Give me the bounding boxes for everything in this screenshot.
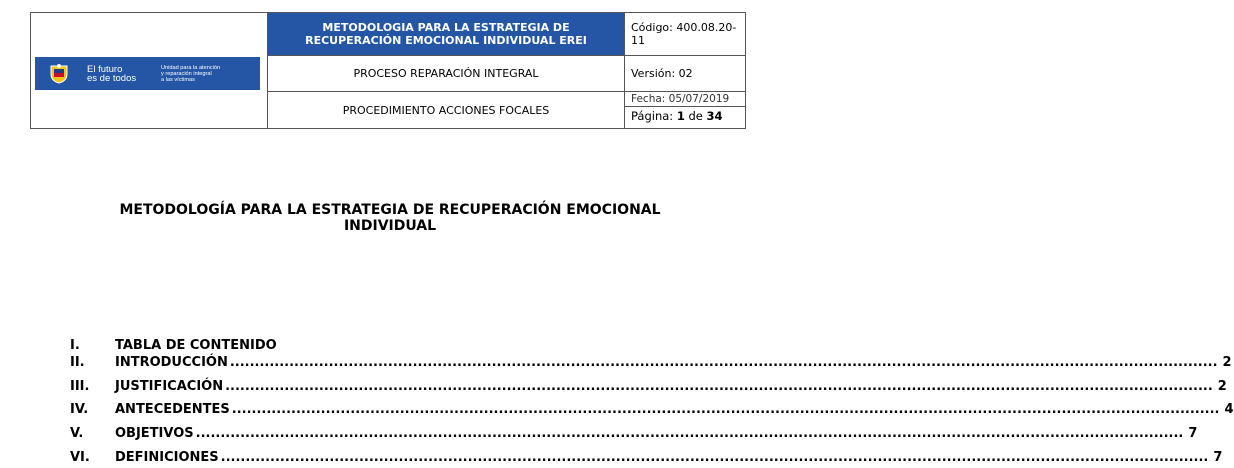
toc-entry-number: VI. (70, 450, 90, 465)
toc-entry-title: JUSTIFICACIÓN (115, 379, 224, 394)
toc-heading (70, 338, 700, 356)
toc-dot-leader: ........................................................................................................................................................................................................ (225, 379, 1213, 394)
toc-entry-title: ANTECEDENTES (115, 402, 230, 417)
logo-cell (31, 13, 268, 129)
page-of: de (688, 109, 703, 123)
page-indicator (625, 107, 745, 128)
header-title-cell (268, 13, 625, 56)
toc-entry-number: II. (70, 355, 85, 370)
toc-dot-leader: ........................................................................................................................................................................................................ (229, 355, 1218, 370)
toc-entry[interactable] (70, 355, 1232, 373)
page-label: Página: (631, 109, 674, 123)
toc-entry-number: V. (70, 426, 84, 441)
toc-entry-title: INTRODUCCIÓN (115, 355, 228, 370)
toc-dot-leader: ........................................................................................................................................................................................................ (220, 450, 1209, 465)
institution-logo (35, 57, 260, 90)
toc-entry-page: 4 (1224, 402, 1234, 417)
coat-of-arms-icon (48, 63, 70, 85)
toc-entry[interactable] (70, 426, 1198, 444)
toc-dot-leader: ........................................................................................................................................................................................................ (231, 402, 1220, 417)
date-page-cell (625, 92, 746, 129)
logo-entity-name: Unidad para la atención y reparación integral a las víctimas (161, 64, 221, 83)
page-total: 34 (706, 109, 723, 123)
header-title: METODOLOGIA PARA LA ESTRATEGIA DE RECUPERACIÓN EMOCIONAL INDIVIDUAL EREI (305, 21, 587, 47)
toc-entry[interactable] (70, 450, 1223, 468)
document-title: METODOLOGÍA PARA LA ESTRATEGIA DE RECUPERACIÓN EMOCIONAL INDIVIDUAL (119, 202, 661, 234)
version-cell: Versión: 02 (625, 56, 746, 92)
toc-heading-number: I. (70, 338, 80, 353)
page-current: 1 (676, 109, 685, 123)
toc-entry-number: IV. (70, 402, 89, 417)
document-header-table (30, 12, 746, 129)
logo-slogan: El futuro es de todos (87, 63, 137, 84)
toc-entry-page: 7 (1188, 426, 1198, 441)
toc-entry-page: 7 (1213, 450, 1223, 465)
code-cell: Código: 400.08.20-11 (625, 13, 746, 56)
procedure-cell: PROCEDIMIENTO ACCIONES FOCALES (268, 92, 625, 129)
toc-entry[interactable] (70, 379, 1227, 397)
toc-entry-title: DEFINICIONES (115, 450, 219, 465)
toc-dot-leader: ........................................................................................................................................................................................................ (195, 426, 1184, 441)
toc-entry-number: III. (70, 379, 90, 394)
toc-entry-title: OBJETIVOS (115, 426, 194, 441)
toc-heading-title: TABLA DE CONTENIDO (115, 338, 277, 353)
process-cell: PROCESO REPARACIÓN INTEGRAL (268, 56, 625, 92)
toc-entry-page: 2 (1217, 379, 1227, 394)
date-label: Fecha: 05/07/2019 (625, 92, 745, 107)
toc-entry[interactable] (70, 402, 1234, 420)
toc-entry-page: 2 (1222, 355, 1232, 370)
